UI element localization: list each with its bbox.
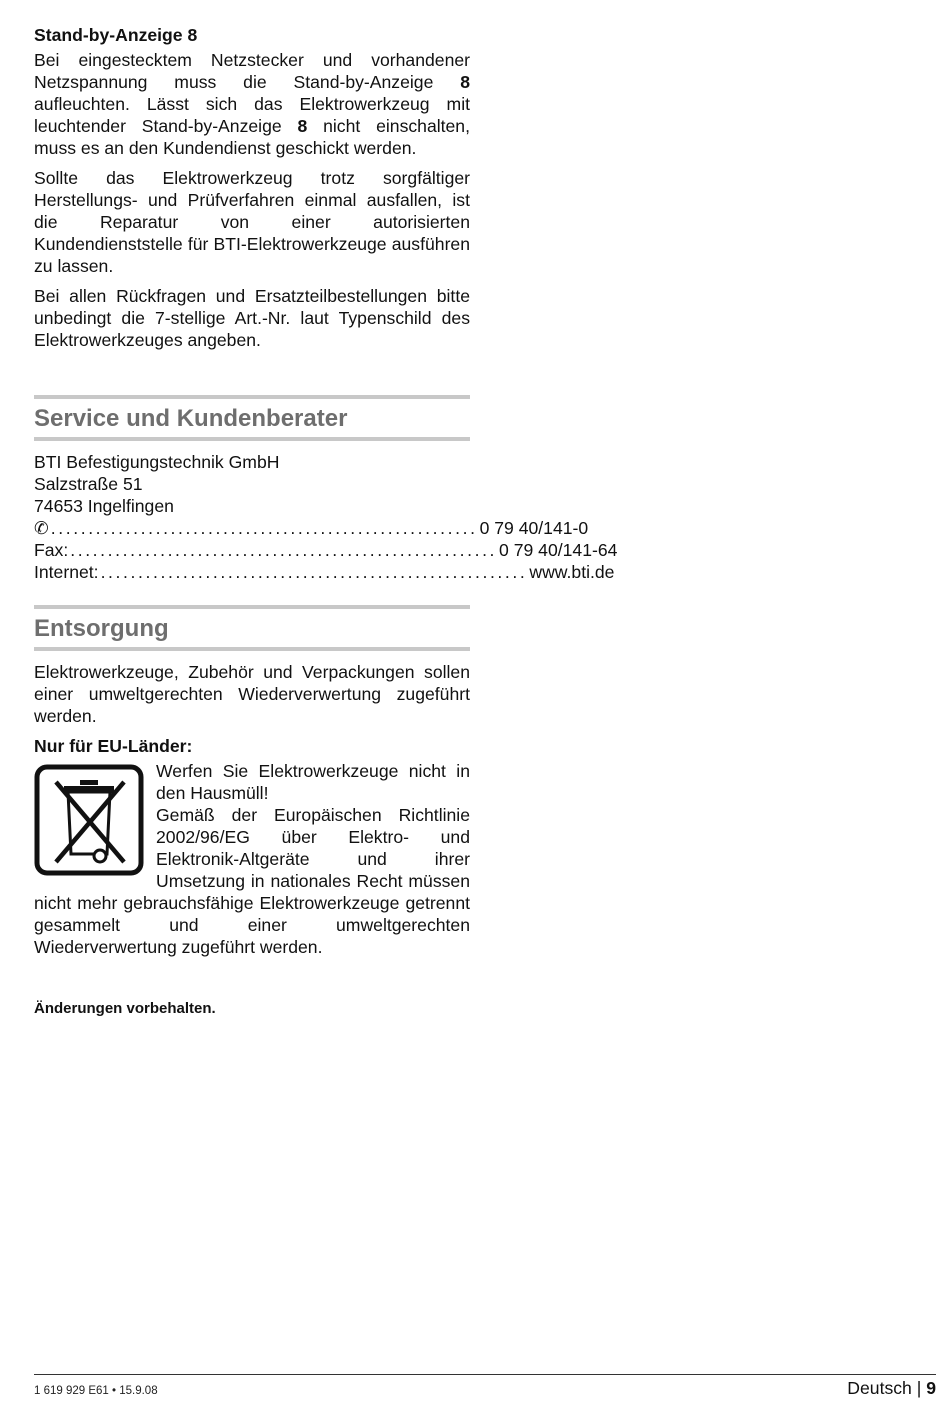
leader-dots: .........................................................	[50, 518, 478, 538]
page-footer	[34, 1374, 936, 1403]
footer-separator: |	[916, 1378, 922, 1398]
page-label	[847, 1378, 936, 1399]
eu-heading: Nur für EU-Länder:	[34, 736, 193, 756]
standby-paragraph-3: Bei allen Rückfragen und Ersatzteilbestellungen bitte unbedingt die 7-stellige Art.-Nr. laut Typenschild des Elektrowerkzeuges angeben.	[34, 286, 470, 350]
text-run: Bei eingestecktem Netzstecker und vorhandener Netzspannung muss die Stand-by-Anzeige	[34, 50, 470, 92]
leader-dots: .........................................................	[70, 540, 498, 560]
service-title: Service und Kundenberater	[34, 405, 348, 432]
main-column	[34, 24, 618, 1020]
internet-line	[34, 561, 615, 583]
standby-heading: Stand-by-Anzeige 8	[34, 25, 198, 45]
crossed-out-wheelie-bin-icon	[34, 764, 144, 876]
internet-label: Internet:	[34, 562, 99, 582]
ref-number: 8	[297, 116, 308, 136]
leader-dots: .........................................................	[100, 562, 528, 582]
section-rule-bottom	[34, 647, 470, 651]
eu-block	[34, 760, 470, 958]
company-name: BTI Befestigungstechnik GmbH	[34, 452, 280, 472]
ref-number: 8	[460, 72, 470, 92]
eu-paragraph-1: Werfen Sie Elektrowerkzeuge nicht in den Hausmüll!	[156, 761, 470, 803]
phone-line	[34, 517, 589, 539]
changes-reserved-note: Änderungen vorbehalten.	[34, 1000, 216, 1017]
phone-icon: ✆	[34, 518, 49, 538]
fax-number: 0 79 40/141-64	[499, 540, 618, 560]
disposal-paragraph: Elektrowerkzeuge, Zubehör und Verpackungen sollen einer umweltgerechten Wiederverwertung zugeführt werden.	[34, 662, 470, 726]
text-run: aufleuchten. Lässt sich das Elektrowerkzeug mit leuchtender Stand-by-Anzeige	[34, 94, 470, 136]
document-id: 1 619 929 E61 • 15.9.08	[34, 1385, 158, 1397]
eu-paragraph-2: Gemäß der Europäischen Richtlinie 2002/96/EG über Elektro- und Elektronik-Altgeräte und ihrer Umsetzung in nationales Recht müssen nicht mehr gebrauchsfähige Elektrowerkzeuge getrennt gesammelt und einer umweltgerechten Wiederverwertung zugeführt werden.	[34, 805, 470, 957]
street-address: Salzstraße 51	[34, 474, 143, 494]
city-address: 74653 Ingelfingen	[34, 496, 174, 516]
fax-label: Fax:	[34, 540, 69, 560]
fax-line	[34, 539, 618, 561]
disposal-title: Entsorgung	[34, 615, 169, 642]
page-number: 9	[926, 1378, 936, 1398]
internet-url: www.bti.de	[529, 562, 615, 582]
section-rule-bottom	[34, 437, 470, 441]
standby-paragraph-2: Sollte das Elektrowerkzeug trotz sorgfältiger Herstellungs- und Prüfverfahren einmal ausfallen, ist die Reparatur von einer autorisierten Kundendienststelle für BTI-Elektrowerkzeuge ausführen zu lassen.	[34, 168, 470, 276]
language-label: Deutsch	[847, 1378, 912, 1398]
service-section	[34, 395, 618, 583]
text-run: nicht einschalten, muss es an den Kundendienst geschickt werden.	[34, 116, 470, 158]
disposal-section	[34, 605, 470, 958]
standby-paragraph-1	[34, 49, 470, 159]
phone-number: 0 79 40/141-0	[479, 518, 589, 538]
